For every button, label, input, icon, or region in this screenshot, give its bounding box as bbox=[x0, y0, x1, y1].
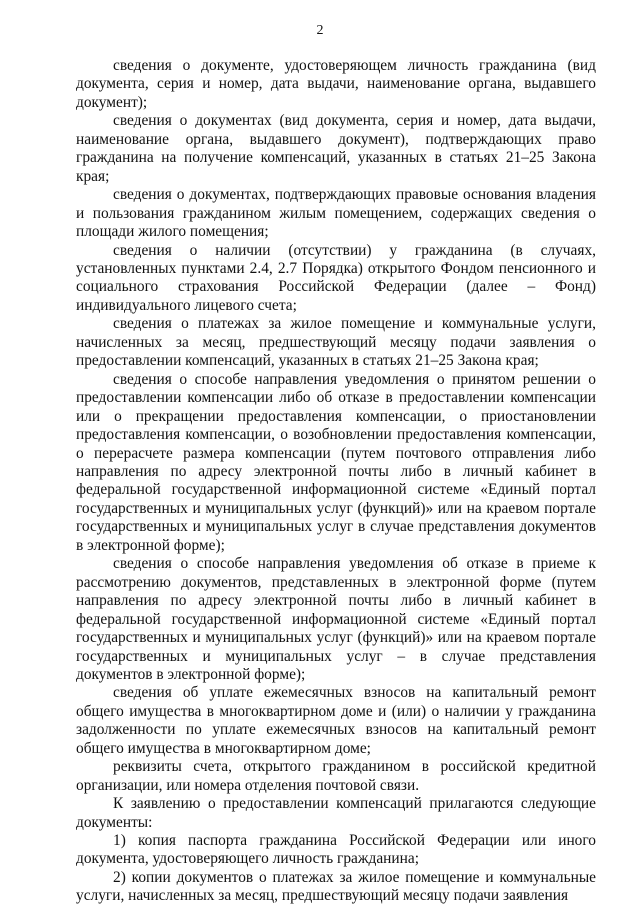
paragraph-attachments-intro: К заявлению о предоставлении компенсаций прилагаются следующие документы: bbox=[76, 795, 596, 831]
list-item-passport-copy: 1) копия паспорта гражданина Российской Федерации или иного документа, удостоверяющего личность гражданина; bbox=[76, 832, 596, 868]
document-body bbox=[76, 57, 596, 906]
paragraph-decision-notification: сведения о способе направления уведомления о принятом решении о предоставлении компенсации либо об отказе в предоставлении компенсации или о прекращении предоставления компенсации, о приостановлении предоставления компенсации, о возобновлении предоставления компенсации, о перерасчете размера компенсации (путем почтового отправления либо направления по адресу электронной почты либо в личный кабинет в федеральной государственной информационной системе «Единый портал государственных и муниципальных услуг (функций)» или на краевом портале государственных и муниципальных услуг в случае представления документов в электронной форме); bbox=[76, 370, 596, 554]
paragraph-personal-account: сведения о наличии (отсутствии) у гражданина (в случаях, установленных пунктами 2.4, 2.7 Порядка) открытого Фондом пенсионного и социального страхования Российской Федерации (далее – Фонд) индивидуального лицевого счета; bbox=[76, 241, 596, 314]
paragraph-housing-documents: сведения о документах, подтверждающих правовые основания владения и пользования гражданином жилым помещением, содержащих сведения о площади жилого помещения; bbox=[76, 186, 596, 241]
paragraph-housing-payments: сведения о платежах за жилое помещение и коммунальные услуги, начисленных за месяц, предшествующий месяцу подачи заявления о предоставлении компенсаций, указанных в статьях 21–25 Закона края; bbox=[76, 315, 596, 370]
paragraph-identity-document: сведения о документе, удостоверяющем личность гражданина (вид документа, серия и номер, дата выдачи, наименование органа, выдавшего документ); bbox=[76, 57, 596, 111]
list-item-payment-copies: 2) копии документов о платежах за жилое помещение и коммунальные услуги, начисленных за месяц, предшествующий месяцу подачи заявления bbox=[76, 868, 596, 905]
paragraph-bank-details: реквизиты счета, открытого гражданином в российской кредитной организации, или номера отделения почтовой связи. bbox=[76, 758, 596, 794]
paragraph-capital-repair-fees: сведения об уплате ежемесячных взносов на капитальный ремонт общего имущества в многоквартирном доме и (или) о наличии у гражданина задолженности по уплате ежемесячных взносов на капитальный ремонт общего имущества в многоквартирном доме; bbox=[76, 684, 596, 757]
page-number: 2 bbox=[316, 23, 324, 38]
paragraph-entitlement-documents: сведения о документах (вид документа, серия и номер, дата выдачи, наименование органа, выдавшего документ), подтверждающих право гражданина на получение компенсаций, указанных в статьях 21–25 Закона края; bbox=[76, 112, 596, 185]
paragraph-refusal-notification: сведения о способе направления уведомления об отказе в приеме к рассмотрению документов, представленных в электронной форме (путем направления по адресу электронной почты либо в личный кабинет в федеральной государственной информационной системе «Единый портал государственных и муниципальных услуг (функций)» или на краевом портале государственных и муниципальных услуг – в случае представления документов в электронной форме); bbox=[76, 555, 596, 683]
